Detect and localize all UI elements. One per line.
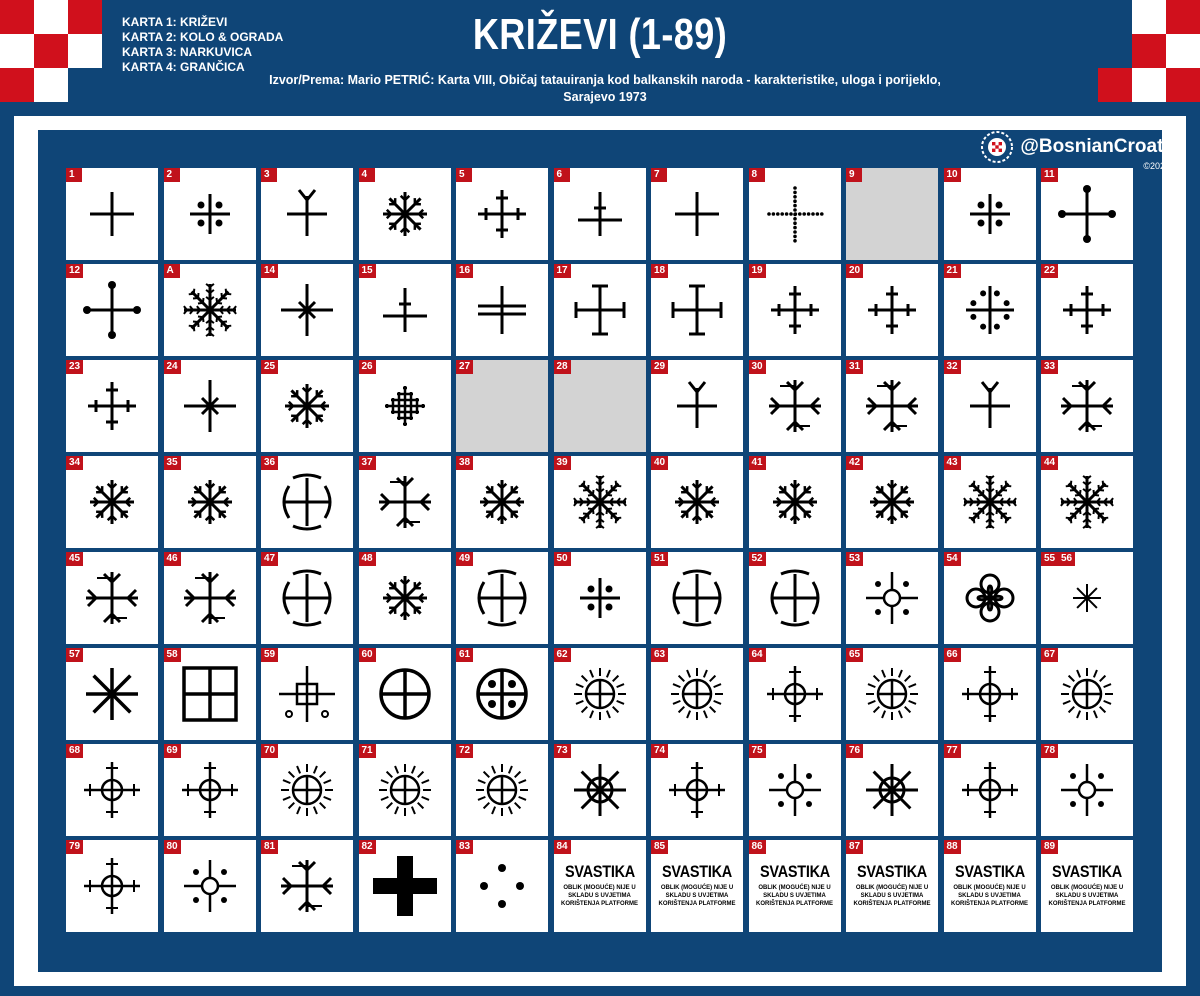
- cell-number: 16: [456, 264, 473, 278]
- cell-number: 77: [944, 744, 961, 758]
- symbol-cell: [651, 264, 743, 356]
- cell-number: 76: [846, 744, 863, 758]
- swastika-note: OBLIK (MOGUĆE) NIJE U SKLADU S UVJETIMA KORIŠTENJA PLATFORME: [853, 885, 931, 907]
- symbol-cell: [554, 264, 646, 356]
- swastika-title: SVASTIKA: [954, 862, 1025, 881]
- legend-item: KARTA 3: NARKUVICA: [122, 45, 252, 59]
- cell-number: 47: [261, 552, 278, 566]
- symbol-cell: [1041, 648, 1133, 740]
- swastika-note: OBLIK (MOGUĆE) NIJE U SKLADU S UVJETIMA KORIŠTENJA PLATFORME: [950, 885, 1028, 907]
- checkerboard-top-right: [1098, 0, 1200, 102]
- cell-number: 35: [164, 456, 181, 470]
- symbol-cell: [66, 264, 158, 356]
- cell-number: 34: [66, 456, 83, 470]
- symbol-cell: [554, 648, 646, 740]
- symbol-cell: [164, 456, 256, 548]
- cell-number: 50: [554, 552, 571, 566]
- cell-number: 36: [261, 456, 278, 470]
- symbol-cell: [164, 264, 256, 356]
- swastika-title: SVASTIKA: [1052, 862, 1122, 881]
- cell-number: 65: [846, 648, 863, 662]
- symbol-cell: [359, 552, 451, 644]
- cell-number: 26: [359, 360, 376, 374]
- symbol-cell: [164, 840, 256, 932]
- symbol-cell: [261, 264, 353, 356]
- cell-number: 45: [66, 552, 83, 566]
- symbol-cell: [846, 264, 938, 356]
- cell-number: 58: [164, 648, 181, 662]
- cell-number: 30: [749, 360, 766, 374]
- symbol-cell: [456, 264, 548, 356]
- cell-number: 81: [261, 840, 278, 854]
- symbol-cell: [846, 168, 938, 260]
- symbol-cell: [164, 744, 256, 836]
- swastika-title: SVASTIKA: [662, 862, 732, 881]
- symbol-cell: [359, 264, 451, 356]
- cell-number: 39: [554, 456, 571, 470]
- symbol-cell: [846, 648, 938, 740]
- symbol-cell: [554, 552, 646, 644]
- cell-number: 25: [261, 360, 278, 374]
- cell-number: 55: [1041, 552, 1058, 566]
- cell-number: 20: [846, 264, 863, 278]
- cell-number: 3: [261, 168, 277, 182]
- cell-number: 56: [1058, 552, 1075, 566]
- symbol-cell: [359, 168, 451, 260]
- cell-number: 64: [749, 648, 766, 662]
- cell-number: 71: [359, 744, 376, 758]
- symbol-cell: [456, 456, 548, 548]
- cell-number: 84: [554, 840, 571, 854]
- cell-number: 15: [359, 264, 376, 278]
- symbol-cell: [944, 744, 1036, 836]
- cell-number: 79: [66, 840, 83, 854]
- cell-number: 1: [66, 168, 82, 182]
- cell-number: 48: [359, 552, 376, 566]
- cell-number: 19: [749, 264, 766, 278]
- cell-number: 85: [651, 840, 668, 854]
- symbol-cell: [554, 456, 646, 548]
- cell-number: 37: [359, 456, 376, 470]
- cell-number: 53: [846, 552, 863, 566]
- symbol-cell: [554, 744, 646, 836]
- symbol-cell: [359, 648, 451, 740]
- cell-number: 4: [359, 168, 375, 182]
- cell-number: 51: [651, 552, 668, 566]
- symbol-cell: [749, 456, 841, 548]
- cell-number: 87: [846, 840, 863, 854]
- swastika-note: OBLIK (MOGUĆE) NIJE U SKLADU S UVJETIMA KORIŠTENJA PLATFORME: [755, 885, 833, 907]
- cell-number: 10: [944, 168, 961, 182]
- symbol-cell: [456, 168, 548, 260]
- cell-number: 75: [749, 744, 766, 758]
- cell-number: 61: [456, 648, 473, 662]
- swastika-title: SVASTIKA: [857, 862, 927, 881]
- symbol-cell: [749, 648, 841, 740]
- page-title: KRIŽEVI (1-89): [472, 10, 728, 59]
- symbol-cell: [651, 456, 743, 548]
- symbol-cell: [944, 840, 1036, 932]
- symbol-cell: [456, 360, 548, 452]
- checkerboard-top-left: [0, 0, 102, 102]
- symbol-cell: [651, 744, 743, 836]
- cell-number: 57: [66, 648, 83, 662]
- cell-number: 46: [164, 552, 181, 566]
- symbol-cell: [261, 360, 353, 452]
- symbol-cell: [1041, 264, 1133, 356]
- cell-number: 17: [554, 264, 571, 278]
- cell-number: 60: [359, 648, 376, 662]
- symbol-cell: [164, 552, 256, 644]
- symbol-cell: [749, 360, 841, 452]
- symbol-cell: [651, 360, 743, 452]
- symbol-cell: [944, 456, 1036, 548]
- cell-number: A: [164, 264, 180, 278]
- symbol-cell: [944, 264, 1036, 356]
- symbol-cell: [261, 648, 353, 740]
- swastika-note: OBLIK (MOGUĆE) NIJE U SKLADU S UVJETIMA KORIŠTENJA PLATFORME: [658, 885, 736, 907]
- source-citation: [260, 72, 950, 106]
- cell-number: 7: [651, 168, 667, 182]
- source-line: Izvor/Prema: Mario PETRIĆ: Karta VIII, Običaj tatauiranja kod balkanskih naroda - karakteristike, uloga i porijeklo,: [269, 73, 941, 87]
- symbol-cell: [1041, 744, 1133, 836]
- cell-number: 23: [66, 360, 83, 374]
- symbol-cell: [66, 168, 158, 260]
- symbol-cell: [651, 552, 743, 644]
- symbol-cell: [846, 744, 938, 836]
- symbol-cell: [1041, 552, 1133, 644]
- legend-item: KARTA 2: KOLO & OGRADA: [122, 30, 284, 44]
- croat-emblem-icon: [980, 130, 1014, 164]
- symbol-cell: [66, 456, 158, 548]
- cell-number: 18: [651, 264, 668, 278]
- cell-number: 88: [944, 840, 961, 854]
- cell-number: 69: [164, 744, 181, 758]
- symbol-cell: [554, 840, 646, 932]
- cell-number: 89: [1041, 840, 1058, 854]
- cell-number: 29: [651, 360, 668, 374]
- cell-number: 43: [944, 456, 961, 470]
- cell-number: 86: [749, 840, 766, 854]
- symbol-cell: [554, 168, 646, 260]
- symbol-cell: [261, 552, 353, 644]
- symbol-cell: [651, 648, 743, 740]
- symbol-cell: [944, 168, 1036, 260]
- symbol-cell: [1041, 456, 1133, 548]
- symbol-cell: [261, 168, 353, 260]
- cell-number: 5: [456, 168, 472, 182]
- symbol-cell: [456, 840, 548, 932]
- cell-number: 38: [456, 456, 473, 470]
- cell-number: 21: [944, 264, 961, 278]
- symbol-cell: [66, 648, 158, 740]
- cell-number: 41: [749, 456, 766, 470]
- symbol-cell: [846, 840, 938, 932]
- symbol-cell: [164, 648, 256, 740]
- symbol-cell: [359, 456, 451, 548]
- cell-number: 63: [651, 648, 668, 662]
- symbol-cell: [846, 456, 938, 548]
- symbol-cell: [1041, 840, 1133, 932]
- cell-number: 40: [651, 456, 668, 470]
- cell-number: 74: [651, 744, 668, 758]
- cell-number: 52: [749, 552, 766, 566]
- symbol-cell: [749, 552, 841, 644]
- cell-number: 67: [1041, 648, 1058, 662]
- symbol-cell: [944, 552, 1036, 644]
- symbol-cell: [651, 840, 743, 932]
- symbol-cell: [359, 744, 451, 836]
- cell-number: 42: [846, 456, 863, 470]
- symbol-cell: [359, 840, 451, 932]
- source-line: Sarajevo 1973: [563, 90, 647, 104]
- cell-number: 32: [944, 360, 961, 374]
- cell-number: 22: [1041, 264, 1058, 278]
- cell-number: 8: [749, 168, 765, 182]
- symbol-cell: [261, 456, 353, 548]
- symbol-cell: [66, 552, 158, 644]
- cell-number: 66: [944, 648, 961, 662]
- cell-number: 44: [1041, 456, 1058, 470]
- cell-number: 54: [944, 552, 961, 566]
- cell-number: 14: [261, 264, 278, 278]
- symbol-cell: [651, 168, 743, 260]
- symbol-cell: [749, 744, 841, 836]
- cell-number: 72: [456, 744, 473, 758]
- swastika-title: SVASTIKA: [564, 862, 635, 881]
- symbol-cell: [359, 360, 451, 452]
- cell-number: 24: [164, 360, 181, 374]
- brand-name: @BosnianCroats: [1020, 136, 1174, 157]
- copyright: ©2026: [1143, 161, 1170, 171]
- cell-number: 82: [359, 840, 376, 854]
- swastika-note: OBLIK (MOGUĆE) NIJE U SKLADU S UVJETIMA KORIŠTENJA PLATFORME: [1048, 885, 1126, 907]
- symbol-cell: [749, 168, 841, 260]
- cell-number: 31: [846, 360, 863, 374]
- cell-number: 6: [554, 168, 570, 182]
- cell-number: 80: [164, 840, 181, 854]
- symbol-cell: [456, 552, 548, 644]
- cell-number: 9: [846, 168, 862, 182]
- symbol-cell: [261, 840, 353, 932]
- cell-number: 33: [1041, 360, 1058, 374]
- symbol-cell: [749, 840, 841, 932]
- legend-item: KARTA 1: KRIŽEVI: [122, 15, 228, 29]
- cell-number: 83: [456, 840, 473, 854]
- symbol-cell: [164, 168, 256, 260]
- cell-number: 11: [1041, 168, 1058, 182]
- symbol-cell: [164, 360, 256, 452]
- symbol-cell: [554, 360, 646, 452]
- cell-number: 73: [554, 744, 571, 758]
- cell-number: 70: [261, 744, 278, 758]
- symbol-cell: [456, 744, 548, 836]
- symbol-cell: [66, 360, 158, 452]
- symbol-cell: [944, 360, 1036, 452]
- swastika-note: OBLIK (MOGUĆE) NIJE U SKLADU S UVJETIMA KORIŠTENJA PLATFORME: [560, 885, 638, 907]
- swastika-title: SVASTIKA: [759, 862, 830, 881]
- cell-number: 59: [261, 648, 278, 662]
- symbol-cell: [456, 648, 548, 740]
- symbol-cell: [1041, 360, 1133, 452]
- cell-number: 12: [66, 264, 83, 278]
- cell-number: 49: [456, 552, 473, 566]
- cell-number: 28: [554, 360, 571, 374]
- symbol-cell: [261, 744, 353, 836]
- brand-handle: [980, 130, 1174, 164]
- cell-number: 68: [66, 744, 83, 758]
- symbol-cell: [1041, 168, 1133, 260]
- symbol-cell: [66, 744, 158, 836]
- legend-item: KARTA 4: GRANČICA: [122, 60, 245, 74]
- symbol-cell: [66, 840, 158, 932]
- cell-number: 78: [1041, 744, 1058, 758]
- symbol-cell: [944, 648, 1036, 740]
- symbol-cell: [846, 360, 938, 452]
- cell-number: 27: [456, 360, 473, 374]
- cell-number: 62: [554, 648, 571, 662]
- symbol-cell: [846, 552, 938, 644]
- cell-number: 2: [164, 168, 180, 182]
- symbol-cell: [749, 264, 841, 356]
